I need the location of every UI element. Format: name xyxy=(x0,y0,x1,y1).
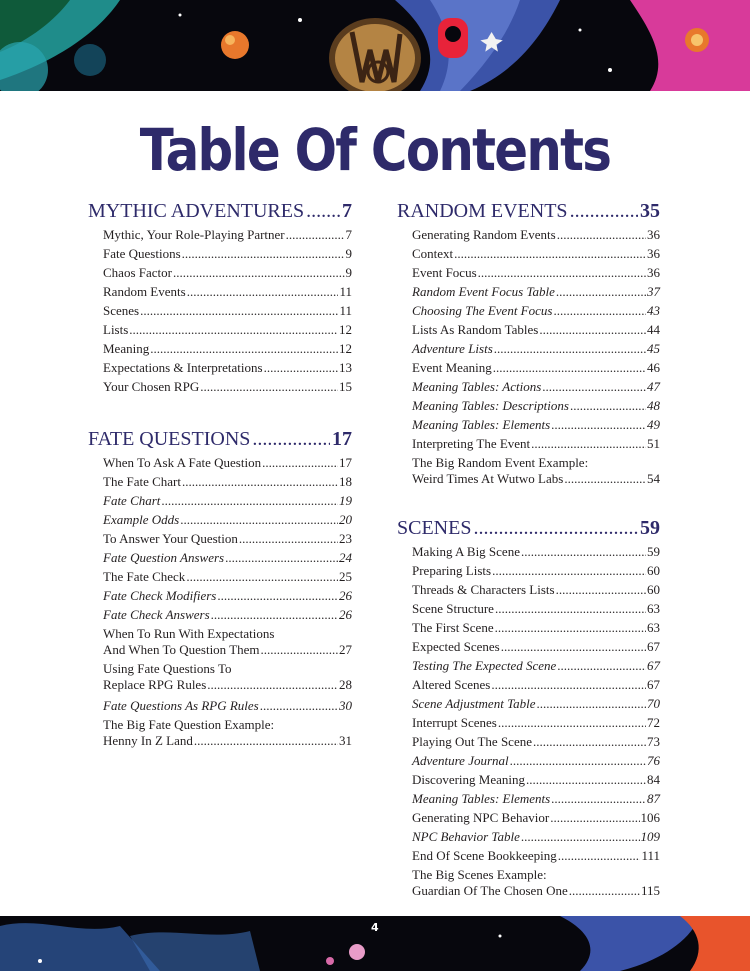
entry-title: Meaning Tables: Actions xyxy=(412,379,542,394)
toc-entry[interactable] xyxy=(103,472,352,491)
toc-entry[interactable] xyxy=(412,732,660,751)
leader-dots xyxy=(491,675,646,694)
leader-dots xyxy=(225,548,338,567)
toc-entry[interactable] xyxy=(103,377,352,396)
leader-dots xyxy=(550,808,639,827)
cosmic-banner-art xyxy=(0,0,750,91)
leader-dots xyxy=(217,586,338,605)
entry-title: Generating NPC Behavior xyxy=(412,810,550,825)
entry-title: Event Focus xyxy=(412,265,477,280)
leader-dots xyxy=(556,580,646,599)
toc-entry[interactable] xyxy=(103,510,352,529)
entry-page: 30 xyxy=(339,698,352,713)
toc-section-heading[interactable] xyxy=(88,198,352,224)
toc-entry[interactable] xyxy=(412,339,660,358)
toc-entry[interactable] xyxy=(412,618,660,637)
entry-title: Preparing Lists xyxy=(412,563,492,578)
toc-entry[interactable] xyxy=(412,263,660,282)
leader-dots xyxy=(260,696,338,715)
entry-title-line1: The Big Random Event Example: xyxy=(412,455,589,470)
entry-page: 51 xyxy=(647,436,660,451)
leader-dots xyxy=(494,339,646,358)
entry-page: 25 xyxy=(339,569,352,584)
toc-entry[interactable] xyxy=(412,675,660,694)
section-page: 35 xyxy=(640,200,660,222)
entry-page: 63 xyxy=(647,601,660,616)
toc-entry[interactable] xyxy=(103,244,352,263)
toc-section-heading[interactable] xyxy=(397,198,660,224)
toc-entry[interactable] xyxy=(412,320,660,339)
toc-entry[interactable] xyxy=(412,599,660,618)
entry-page: 60 xyxy=(647,563,660,578)
entry-title: Example Odds xyxy=(103,512,180,527)
entry-title: The First Scene xyxy=(412,620,494,635)
entry-title: Chaos Factor xyxy=(103,265,172,280)
toc-entry[interactable] xyxy=(412,808,660,827)
entry-page: 19 xyxy=(339,493,352,508)
toc-entry[interactable] xyxy=(103,567,352,586)
entry-page: 23 xyxy=(339,531,352,546)
leader-dots xyxy=(182,472,338,491)
entry-title: Random Events xyxy=(103,284,186,299)
toc-entry[interactable] xyxy=(103,586,352,605)
entry-title: Lists xyxy=(103,322,129,337)
toc-entry[interactable] xyxy=(412,301,660,320)
entry-page: 26 xyxy=(339,588,352,603)
entry-page: 31 xyxy=(339,733,352,748)
entry-title: Scene Structure xyxy=(412,601,494,616)
entry-page: 43 xyxy=(647,303,660,318)
entry-title-line1: Using Fate Questions To xyxy=(103,661,232,676)
leader-dots xyxy=(521,542,646,561)
entry-title: Fate Check Modifiers xyxy=(103,588,217,603)
entry-title: Discovering Meaning xyxy=(412,772,526,787)
leader-dots xyxy=(526,770,646,789)
entry-title: Playing Out The Scene xyxy=(412,734,532,749)
entry-page: 12 xyxy=(339,341,352,356)
leader-dots xyxy=(187,282,339,301)
toc-entry[interactable] xyxy=(412,580,660,599)
entry-page: 111 xyxy=(641,848,660,863)
leader-dots xyxy=(150,339,338,358)
toc-entry[interactable] xyxy=(103,358,352,377)
section-title: SCENES xyxy=(397,517,472,539)
entry-title: Meaning Tables: Descriptions xyxy=(412,398,569,413)
leader-dots xyxy=(180,510,338,529)
entry-title: Meaning xyxy=(103,341,150,356)
toc-entry[interactable] xyxy=(103,339,352,358)
entry-title: The Fate Chart xyxy=(103,474,181,489)
entry-title: Testing The Expected Scene xyxy=(412,658,557,673)
toc-entry-two-line[interactable] xyxy=(412,867,660,899)
entry-page: 36 xyxy=(647,227,660,242)
leader-dots xyxy=(501,637,646,656)
toc-entry[interactable] xyxy=(412,637,660,656)
entry-title: Weird Times At Wutwo Labs xyxy=(412,471,564,486)
entry-title: Your Chosen RPG xyxy=(103,379,200,394)
leader-dots xyxy=(239,529,338,548)
toc-entry[interactable] xyxy=(103,225,352,244)
entry-page: 20 xyxy=(339,512,352,527)
toc-entry[interactable] xyxy=(103,548,352,567)
leader-dots xyxy=(570,198,638,224)
entry-title: Fate Questions As RPG Rules xyxy=(103,698,259,713)
entry-page: 11 xyxy=(339,303,352,318)
entry-page: 15 xyxy=(339,379,352,394)
toc-entry-two-line[interactable] xyxy=(103,661,352,693)
toc-entry[interactable] xyxy=(103,301,352,320)
leader-dots xyxy=(551,415,646,434)
entry-page: 115 xyxy=(640,883,660,898)
leader-dots xyxy=(478,263,646,282)
leader-dots xyxy=(493,358,646,377)
entry-title: Henny In Z Land xyxy=(103,733,193,748)
toc-entry[interactable] xyxy=(103,491,352,510)
toc-entry[interactable] xyxy=(412,415,660,434)
entry-title: Interpreting The Event xyxy=(412,436,531,451)
toc-entry[interactable] xyxy=(103,605,352,624)
entry-page: 17 xyxy=(339,455,352,470)
leader-dots xyxy=(510,751,646,770)
leader-dots xyxy=(161,491,338,510)
leader-dots xyxy=(570,396,646,415)
entry-title: Guardian Of The Chosen One xyxy=(412,883,568,898)
leader-dots xyxy=(533,732,646,751)
entry-title: NPC Behavior Table xyxy=(412,829,520,844)
entry-title: Generating Random Events xyxy=(412,227,556,242)
entry-page: 49 xyxy=(647,417,660,432)
leader-dots xyxy=(140,301,338,320)
entry-title: Scene Adjustment Table xyxy=(412,696,536,711)
header-banner xyxy=(0,0,750,91)
toc-entry[interactable] xyxy=(412,358,660,377)
entry-page: 73 xyxy=(647,734,660,749)
entry-page: 60 xyxy=(647,582,660,597)
toc-entry[interactable] xyxy=(412,542,660,561)
toc-entry[interactable] xyxy=(412,377,660,396)
entry-page: 84 xyxy=(647,772,660,787)
entry-title: When To Ask A Fate Question xyxy=(103,455,262,470)
leader-dots xyxy=(539,320,646,339)
toc-entry[interactable] xyxy=(412,846,660,865)
toc-entry[interactable] xyxy=(412,770,660,789)
entry-page: 7 xyxy=(345,227,352,242)
leader-dots xyxy=(262,453,338,472)
toc-entry[interactable] xyxy=(103,320,352,339)
leader-dots xyxy=(557,656,646,675)
leader-dots xyxy=(186,567,338,586)
entry-title: Mythic, Your Role-Playing Partner xyxy=(103,227,285,242)
entry-title: Scenes xyxy=(103,303,140,318)
toc-entry[interactable] xyxy=(412,751,660,770)
toc-left-column xyxy=(88,198,352,752)
entry-title-line1: The Big Fate Question Example: xyxy=(103,717,275,732)
entry-title: Fate Questions xyxy=(103,246,181,261)
entry-page: 46 xyxy=(647,360,660,375)
entry-page: 13 xyxy=(339,360,352,375)
entry-page: 18 xyxy=(339,474,352,489)
entry-page: 70 xyxy=(647,696,660,711)
toc-entry[interactable] xyxy=(412,282,660,301)
toc-entry-two-line[interactable] xyxy=(103,717,352,749)
section-title: FATE QUESTIONS xyxy=(88,428,251,450)
entry-page: 9 xyxy=(345,246,352,261)
leader-dots xyxy=(553,301,646,320)
entry-title-line1: The Big Scenes Example: xyxy=(412,867,547,882)
entry-title: Threads & Characters Lists xyxy=(412,582,555,597)
toc-entry[interactable] xyxy=(412,656,660,675)
leader-dots xyxy=(207,677,338,693)
leader-dots xyxy=(551,789,646,808)
entry-title-line1: When To Run With Expectations xyxy=(103,626,275,641)
entry-page: 54 xyxy=(647,471,660,486)
entry-title: Making A Big Scene xyxy=(412,544,520,559)
toc-section-heading[interactable] xyxy=(397,515,660,541)
section-page: 17 xyxy=(332,428,352,450)
entry-page: 12 xyxy=(339,322,352,337)
entry-page: 67 xyxy=(647,677,660,692)
entry-title: Fate Chart xyxy=(103,493,161,508)
entry-title: Fate Check Answers xyxy=(103,607,210,622)
leader-dots xyxy=(556,282,646,301)
leader-dots xyxy=(200,377,338,396)
entry-title: And When To Question Them xyxy=(103,642,260,657)
toc-entry[interactable] xyxy=(412,434,660,453)
toc-entry[interactable] xyxy=(412,713,660,732)
page-title: Table Of Contents xyxy=(139,116,611,184)
toc-entry-two-line[interactable] xyxy=(412,455,660,487)
entry-title: To Answer Your Question xyxy=(103,531,238,546)
entry-title: Event Meaning xyxy=(412,360,492,375)
toc-entry[interactable] xyxy=(103,529,352,548)
page-number: 4 xyxy=(371,921,379,934)
entry-page: 47 xyxy=(647,379,660,394)
toc-entry-two-line[interactable] xyxy=(103,626,352,658)
entry-page: 24 xyxy=(339,550,352,565)
section-title: MYTHIC ADVENTURES xyxy=(88,200,305,222)
leader-dots xyxy=(542,377,646,396)
toc-section-heading[interactable] xyxy=(88,426,352,452)
entry-page: 44 xyxy=(647,322,660,337)
leader-dots xyxy=(495,599,646,618)
entry-title: Adventure Lists xyxy=(412,341,493,356)
leader-dots xyxy=(564,471,646,487)
entry-title: Lists As Random Tables xyxy=(412,322,539,337)
toc-entry[interactable] xyxy=(103,453,352,472)
leader-dots xyxy=(492,561,646,580)
entry-title: Interrupt Scenes xyxy=(412,715,497,730)
entry-title: Replace RPG Rules xyxy=(103,677,207,692)
toc-entry[interactable] xyxy=(412,561,660,580)
leader-dots xyxy=(569,883,640,899)
leader-dots xyxy=(286,225,345,244)
leader-dots xyxy=(473,515,638,541)
toc-entry[interactable] xyxy=(103,263,352,282)
leader-dots xyxy=(531,434,646,453)
entry-page: 45 xyxy=(647,341,660,356)
leader-dots xyxy=(306,198,340,224)
toc-entry[interactable] xyxy=(103,282,352,301)
entry-page: 87 xyxy=(647,791,660,806)
entry-page: 37 xyxy=(647,284,660,299)
section-title: RANDOM EVENTS xyxy=(397,200,568,222)
entry-title: Expectations & Interpretations xyxy=(103,360,263,375)
entry-page: 109 xyxy=(640,829,660,844)
leader-dots xyxy=(264,358,338,377)
leader-dots xyxy=(261,642,338,658)
leader-dots xyxy=(211,605,338,624)
entry-page: 63 xyxy=(647,620,660,635)
entry-title: Fate Question Answers xyxy=(103,550,225,565)
toc-entry[interactable] xyxy=(412,244,660,263)
entry-page: 59 xyxy=(647,544,660,559)
toc-entry[interactable] xyxy=(412,827,660,846)
entry-page: 76 xyxy=(647,753,660,768)
entry-page: 36 xyxy=(647,265,660,280)
leader-dots xyxy=(252,426,330,452)
leader-dots xyxy=(521,827,640,846)
leader-dots xyxy=(454,244,646,263)
entry-title: Altered Scenes xyxy=(412,677,491,692)
section-page: 59 xyxy=(640,517,660,539)
entry-page: 36 xyxy=(647,246,660,261)
entry-title: End Of Scene Bookkeeping xyxy=(412,848,557,863)
toc-entry[interactable] xyxy=(412,789,660,808)
entry-page: 106 xyxy=(640,810,660,825)
leader-dots xyxy=(495,618,646,637)
toc-entry[interactable] xyxy=(412,694,660,713)
entry-page: 26 xyxy=(339,607,352,622)
toc-entry[interactable] xyxy=(103,696,352,715)
entry-page: 48 xyxy=(647,398,660,413)
leader-dots xyxy=(498,713,646,732)
entry-title: Context xyxy=(412,246,454,261)
entry-title: Expected Scenes xyxy=(412,639,500,654)
toc-entry[interactable] xyxy=(412,396,660,415)
entry-page: 9 xyxy=(345,265,352,280)
entry-page: 67 xyxy=(647,639,660,654)
entry-title: Adventure Journal xyxy=(412,753,509,768)
entry-page: 27 xyxy=(339,642,352,657)
entry-page: 72 xyxy=(647,715,660,730)
entry-title: Random Event Focus Table xyxy=(412,284,555,299)
leader-dots xyxy=(537,694,647,713)
entry-page: 28 xyxy=(339,677,352,692)
leader-dots xyxy=(557,225,646,244)
leader-dots xyxy=(129,320,338,339)
leader-dots xyxy=(182,244,345,263)
entry-title: Choosing The Event Focus xyxy=(412,303,553,318)
leader-dots xyxy=(558,846,641,865)
entry-page: 11 xyxy=(339,284,352,299)
toc-entry[interactable] xyxy=(412,225,660,244)
toc-right-column xyxy=(397,198,660,902)
leader-dots xyxy=(173,263,345,282)
entry-title: The Fate Check xyxy=(103,569,186,584)
entry-title: Meaning Tables: Elements xyxy=(412,791,551,806)
entry-title: Meaning Tables: Elements xyxy=(412,417,551,432)
entry-page: 67 xyxy=(647,658,660,673)
leader-dots xyxy=(194,733,338,749)
section-page: 7 xyxy=(342,200,352,222)
